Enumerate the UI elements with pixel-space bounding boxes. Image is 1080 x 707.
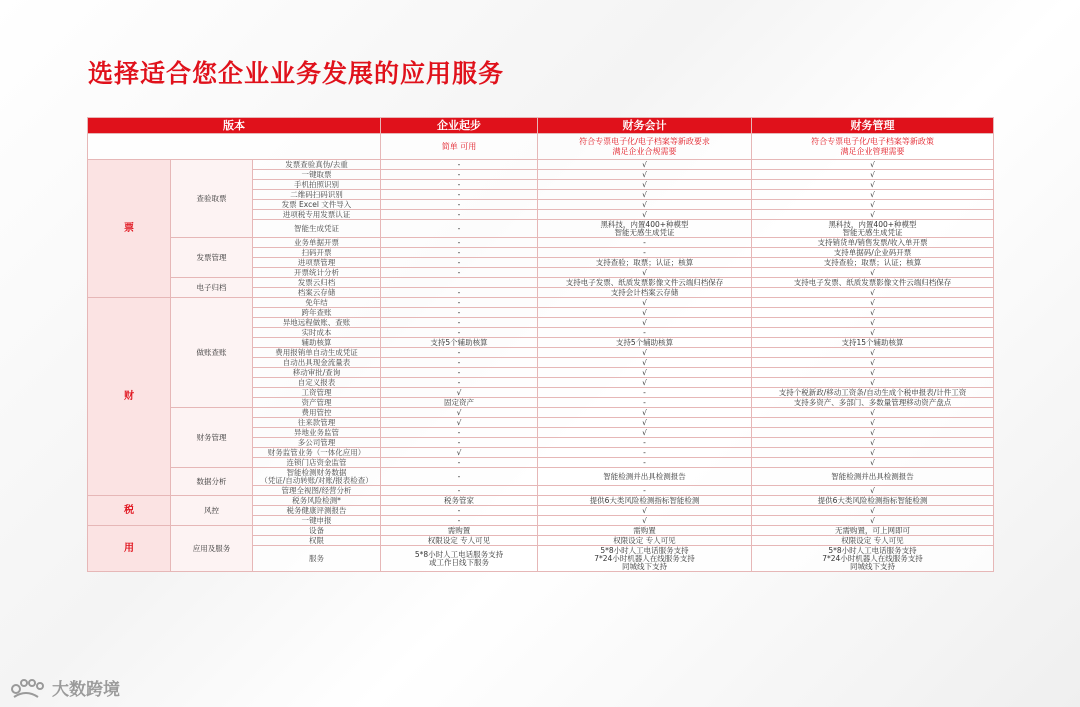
accounting-cell: - [538,448,752,458]
feature-cell: 辅助核算 [253,338,381,348]
accounting-cell: √ [538,180,752,190]
group-cell: 电子归档 [171,278,253,298]
starter-cell: - [381,428,538,438]
accounting-cell: √ [538,506,752,516]
header-plan-accounting: 财务会计 [538,118,752,134]
accounting-cell: 5*8小时人工电话服务支持 7*24小时机器人在线服务支持 同城线下支持 [538,546,752,572]
starter-cell: - [381,180,538,190]
management-cell: 支持15个辅助核算 [752,338,994,348]
accounting-cell: - [538,458,752,468]
table-row [88,298,994,308]
management-cell: 智能检测并出具检测报告 [752,468,994,486]
header-version: 版本 [88,118,381,134]
feature-cell: 设备 [253,526,381,536]
starter-cell: √ [381,448,538,458]
table-row [88,408,994,418]
starter-cell: - [381,458,538,468]
table-row [88,278,994,288]
accounting-cell: √ [538,298,752,308]
feature-cell: 档案云存储 [253,288,381,298]
feature-cell: 跨年查账 [253,308,381,318]
category-cell: 税 [88,496,171,526]
starter-cell: - [381,200,538,210]
management-cell: √ [752,200,994,210]
table-row [88,238,994,248]
accounting-cell: √ [538,378,752,388]
starter-cell: - [381,170,538,180]
feature-cell: 发票查验真伪/去重 [253,160,381,170]
accounting-cell: √ [538,160,752,170]
feature-cell: 智能生成凭证 [253,220,381,238]
management-cell: 黑科技，内置400+种模型 智能无感生成凭证 [752,220,994,238]
feature-cell: 进项票管理 [253,258,381,268]
feature-cell: 往来款管理 [253,418,381,428]
feature-cell: 异地业务监管 [253,428,381,438]
feature-cell: 手机拍照识别 [253,180,381,190]
management-cell: √ [752,448,994,458]
accounting-cell: √ [538,170,752,180]
management-cell: √ [752,298,994,308]
accounting-cell: 支持5个辅助核算 [538,338,752,348]
management-cell: √ [752,308,994,318]
starter-cell: - [381,468,538,486]
feature-cell: 工资管理 [253,388,381,398]
table-row [88,496,994,506]
feature-cell: 免年结 [253,298,381,308]
accounting-cell: √ [538,308,752,318]
group-cell: 财务管理 [171,408,253,468]
feature-cell: 智能检测财务数据 （凭证/自动转账/对账/报表检查） [253,468,381,486]
accounting-cell: - [538,388,752,398]
starter-cell: - [381,238,538,248]
accounting-cell: 需购置 [538,526,752,536]
starter-cell: - [381,210,538,220]
starter-cell: - [381,328,538,338]
page-title: 选择适合您企业业务发展的应用服务 [88,59,505,88]
feature-cell: 连锁门店资金监管 [253,458,381,468]
feature-cell: 费用报销单自动生成凭证 [253,348,381,358]
group-cell: 数据分析 [171,468,253,496]
management-cell: √ [752,190,994,200]
accounting-cell: √ [538,318,752,328]
header-plan-starter: 企业起步 [381,118,538,134]
accounting-cell: - [538,238,752,248]
starter-cell [381,278,538,288]
feature-cell: 发票 Excel 文件导入 [253,200,381,210]
management-cell: √ [752,160,994,170]
management-cell: √ [752,368,994,378]
management-cell: √ [752,170,994,180]
starter-cell: - [381,506,538,516]
starter-cell: 权限设定 专人可见 [381,536,538,546]
feature-cell: 业务单据开票 [253,238,381,248]
accounting-cell: √ [538,368,752,378]
table-row [88,526,994,536]
feature-cell: 多公司管理 [253,438,381,448]
management-cell: √ [752,418,994,428]
feature-cell: 自动出具现金流量表 [253,358,381,368]
feature-cell: 税务风险检测* [253,496,381,506]
accounting-cell: - [538,486,752,496]
management-cell: √ [752,318,994,328]
accounting-cell: √ [538,516,752,526]
group-cell: 做账查账 [171,298,253,408]
management-cell: 支持销货单/销售发票/收入单开票 [752,238,994,248]
category-cell: 票 [88,160,171,298]
management-cell: √ [752,438,994,448]
management-cell: √ [752,288,994,298]
accounting-cell: √ [538,210,752,220]
accounting-cell: - [538,438,752,448]
management-cell: 支持单据码/企业码开票 [752,248,994,258]
starter-cell: - [381,308,538,318]
paw-cloud-icon [10,677,48,699]
feature-cell: 管理全视图/经营分析 [253,486,381,496]
management-cell: √ [752,268,994,278]
accounting-cell: 黑科技，内置400+种模型 智能无感生成凭证 [538,220,752,238]
subheader-management: 符合专票电子化/电子档案等新政策 满足企业管理需要 [752,134,994,160]
subheader-blank [88,134,381,160]
starter-cell: - [381,298,538,308]
starter-cell: - [381,486,538,496]
accounting-cell: - [538,398,752,408]
accounting-cell: 提供6大类风险检测指标智能检测 [538,496,752,506]
category-cell: 财 [88,298,171,496]
starter-cell: - [381,438,538,448]
feature-cell: 异地远程做账、查账 [253,318,381,328]
feature-cell: 税务健康评测报告 [253,506,381,516]
feature-cell: 权限 [253,536,381,546]
management-cell: √ [752,516,994,526]
accounting-cell: √ [538,190,752,200]
management-cell: √ [752,458,994,468]
accounting-cell: 支持会计档案云存储 [538,288,752,298]
starter-cell: 需购置 [381,526,538,536]
management-cell: 权限设定 专人可见 [752,536,994,546]
management-cell: √ [752,328,994,338]
management-cell: 无需购置，可上网即可 [752,526,994,536]
category-cell: 用 [88,526,171,572]
management-cell: √ [752,358,994,368]
comparison-table [87,117,994,572]
header-row [88,118,994,134]
group-cell: 发票管理 [171,238,253,278]
brand-logo [10,675,120,700]
management-cell: 提供6大类风险检测指标智能检测 [752,496,994,506]
starter-cell: 支持5个辅助核算 [381,338,538,348]
feature-cell: 自定义报表 [253,378,381,388]
starter-cell: √ [381,418,538,428]
table-row [88,160,994,170]
starter-cell: - [381,348,538,358]
starter-cell: - [381,378,538,388]
feature-cell: 服务 [253,546,381,572]
management-cell: √ [752,428,994,438]
group-cell: 应用及服务 [171,526,253,572]
accounting-cell: √ [538,268,752,278]
accounting-cell: - [538,248,752,258]
starter-cell: √ [381,408,538,418]
feature-cell: 扫码开票 [253,248,381,258]
accounting-cell: 智能检测并出具检测报告 [538,468,752,486]
feature-cell: 二维码扫码识别 [253,190,381,200]
starter-cell: - [381,358,538,368]
starter-cell: - [381,220,538,238]
accounting-cell: √ [538,428,752,438]
table-body [88,160,994,572]
management-cell: √ [752,378,994,388]
accounting-cell: √ [538,200,752,210]
feature-cell: 开票统计分析 [253,268,381,278]
accounting-cell: 支持电子发票、纸质发票影像文件云端归档保存 [538,278,752,288]
starter-cell: - [381,318,538,328]
feature-cell: 发票云归档 [253,278,381,288]
management-cell: √ [752,180,994,190]
starter-cell: 5*8小时人工电话服务支持 或工作日线下服务 [381,546,538,572]
starter-cell: - [381,160,538,170]
subheader-starter: 简单 可用 [381,134,538,160]
accounting-cell: √ [538,348,752,358]
accounting-cell: 权限设定 专人可见 [538,536,752,546]
starter-cell: - [381,288,538,298]
starter-cell: - [381,248,538,258]
accounting-cell: - [538,328,752,338]
feature-cell: 一键申报 [253,516,381,526]
subheader-row [88,134,994,160]
management-cell: √ [752,408,994,418]
starter-cell: - [381,190,538,200]
header-plan-management: 财务管理 [752,118,994,134]
feature-cell: 实时成本 [253,328,381,338]
feature-cell: 财务监管业务（一体化应用） [253,448,381,458]
management-cell: √ [752,348,994,358]
accounting-cell: √ [538,408,752,418]
accounting-cell: √ [538,358,752,368]
accounting-cell: 支持查验；取票；认证；核算 [538,258,752,268]
feature-cell: 进项税专用发票认证 [253,210,381,220]
management-cell: 支持电子发票、纸质发票影像文件云端归档保存 [752,278,994,288]
logo-text: 大数跨境 [52,680,120,700]
starter-cell: - [381,258,538,268]
management-cell: √ [752,486,994,496]
table-row [88,468,994,486]
feature-cell: 一键取票 [253,170,381,180]
feature-cell: 移动审批/查询 [253,368,381,378]
management-cell: 支持多资产、多部门、多数量管理移动资产盘点 [752,398,994,408]
management-cell: √ [752,210,994,220]
starter-cell: 税务管家 [381,496,538,506]
starter-cell: √ [381,388,538,398]
subheader-accounting: 符合专票电子化/电子档案等新政要求 满足企业合规需要 [538,134,752,160]
feature-cell: 资产管理 [253,398,381,408]
starter-cell: - [381,268,538,278]
accounting-cell: √ [538,418,752,428]
management-cell: 支持查验；取票；认证；核算 [752,258,994,268]
starter-cell: - [381,516,538,526]
starter-cell: 固定资产 [381,398,538,408]
management-cell: √ [752,506,994,516]
starter-cell: - [381,368,538,378]
feature-cell: 费用管控 [253,408,381,418]
group-cell: 查验取票 [171,160,253,238]
management-cell: 支持个税新政/移动工资条/自动生成个税申报表/计件工资 [752,388,994,398]
group-cell: 风控 [171,496,253,526]
management-cell: 5*8小时人工电话服务支持 7*24小时机器人在线服务支持 同城线下支持 [752,546,994,572]
